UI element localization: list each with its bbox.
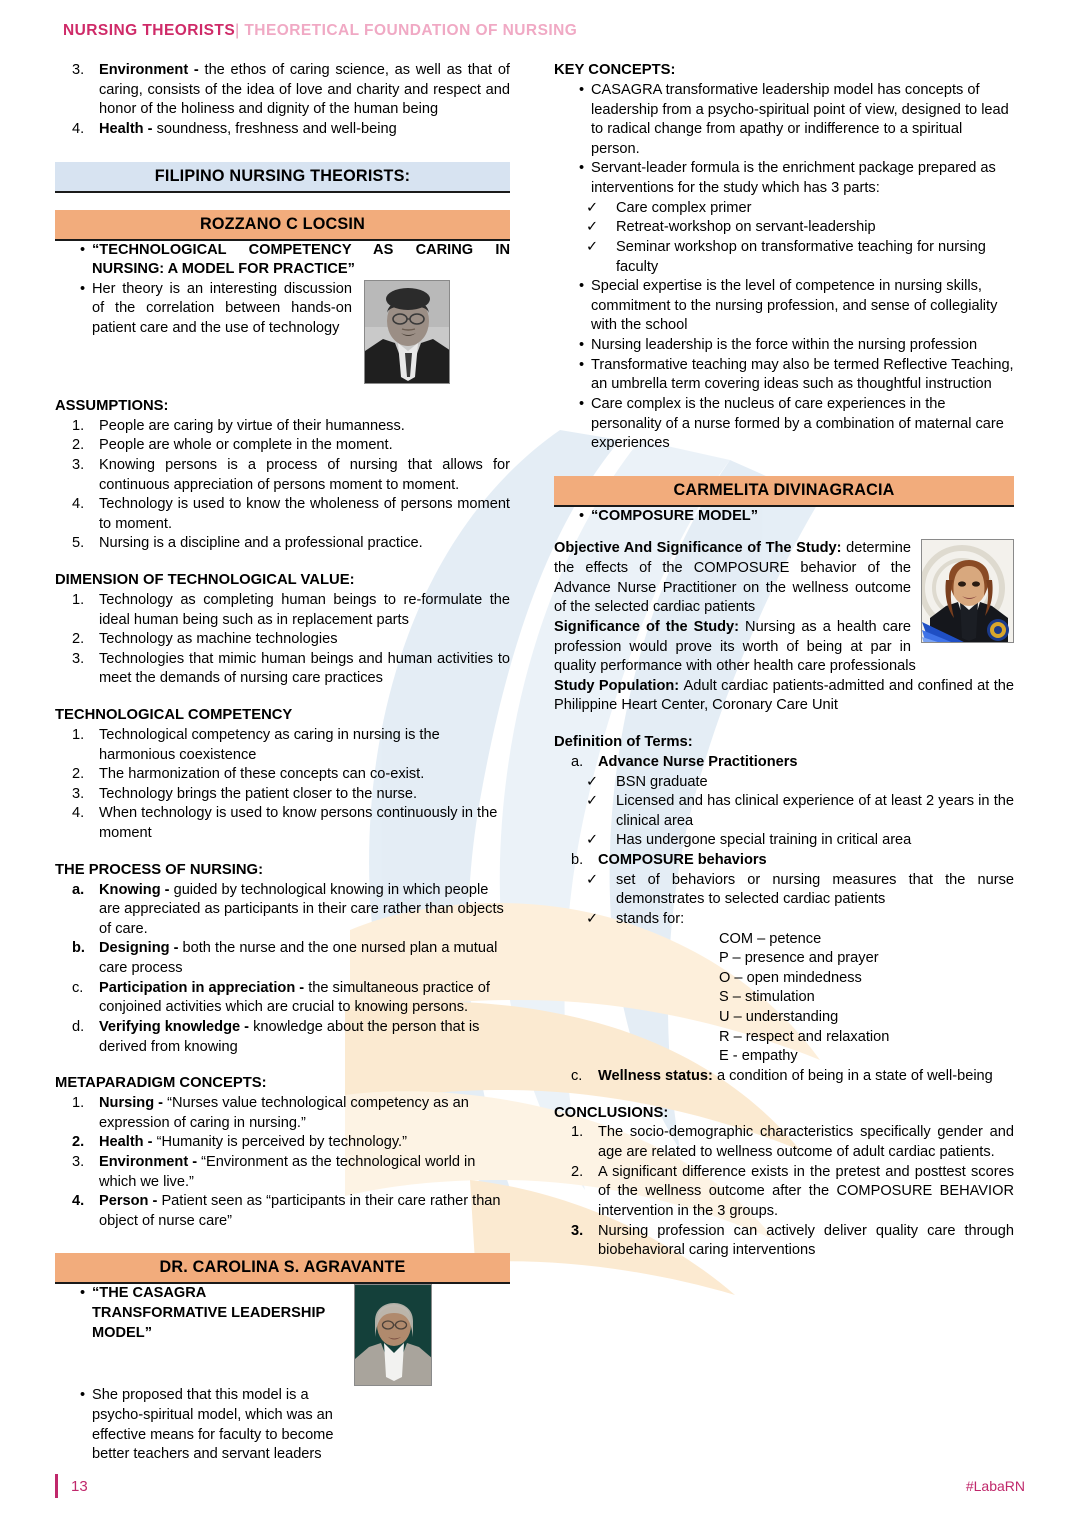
list-item — [554, 1163, 1014, 1222]
list-body: “Nurses value technological competency as an expression of caring in nursing.” — [99, 1095, 469, 1131]
list-item — [55, 1094, 510, 1133]
spacer — [55, 554, 510, 571]
metaparadigm-list — [55, 1094, 510, 1231]
list-text: “THE CASAGRA TRANSFORMATIVE LEADERSHIP MODEL” — [92, 1285, 325, 1341]
spacer — [55, 140, 510, 162]
bullet-icon: • — [579, 278, 585, 295]
list-marker: 4. — [72, 805, 85, 822]
list-item — [554, 1067, 1014, 1087]
bullet-icon: • — [579, 81, 585, 98]
locsin-bullet-list — [55, 241, 510, 384]
list-marker: 2. — [72, 631, 85, 648]
list-lead: Health - — [99, 120, 157, 137]
check-icon: ✓ — [586, 871, 599, 888]
right-column — [554, 61, 1014, 1261]
spacer — [55, 1231, 510, 1253]
header-title-strong: NURSING THEORISTS — [63, 22, 236, 39]
list-item — [55, 1386, 510, 1465]
paragraph-body: determine the effects of the COMPOSURE behavior of the Advance Nurse Practitioner on the wellness outcome of the selected cardiac patients — [554, 540, 911, 616]
key-concepts-heading: KEY CONCEPTS: — [554, 62, 676, 78]
advance-nurse-practitioners-list — [554, 773, 1014, 852]
list-item — [55, 241, 510, 280]
spacer — [554, 526, 1014, 539]
two-column-layout — [55, 61, 1025, 1465]
list-item — [55, 534, 510, 554]
list-item — [554, 753, 1014, 773]
paragraph-body: Nursing as a health care profession would prove its worth of being at par in quality performance with other health care professionals — [554, 618, 916, 675]
list-text: People are caring by virtue of their humanness. — [99, 417, 405, 434]
assumptions-list — [55, 417, 510, 554]
list-item — [554, 792, 1014, 831]
photo-rozzano-locsin — [364, 280, 450, 384]
bullet-icon: • — [579, 356, 585, 373]
spacer — [55, 689, 510, 706]
list-lead: Environment - — [99, 1153, 202, 1170]
list-text: CASAGRA transformative leadership model has concepts of leadership from a psycho-spiritual point of view, designed to lead to radical change from apathy or indifference to a spiritual person. — [591, 81, 1009, 157]
metaparadigm-heading: METAPARADIGM CONCEPTS: — [55, 1075, 267, 1092]
list-item — [554, 773, 1014, 793]
bullet-icon: • — [80, 1387, 86, 1404]
process-of-nursing-list — [55, 881, 510, 1058]
list-marker: 2. — [72, 437, 85, 454]
list-marker: 1. — [72, 417, 85, 434]
list-item — [55, 1192, 510, 1231]
list-text — [99, 120, 510, 140]
list-text — [99, 939, 510, 978]
banner-filipino-nursing-theorists: FILIPINO NURSING THEORISTS: — [55, 162, 510, 193]
list-lead: Designing - — [99, 940, 183, 957]
list-item — [55, 280, 510, 384]
list-text: stands for: — [616, 910, 685, 927]
list-body: guided by technological knowing in which people are appreciated as participants in their care rather than objects of care. — [99, 881, 504, 937]
dimension-list — [55, 591, 510, 689]
acronym-line: COM – petence — [719, 930, 822, 947]
dimension-heading: DIMENSION OF TECHNOLOGICAL VALUE: — [55, 572, 355, 589]
page-number: 13 — [71, 1477, 88, 1495]
spacer — [55, 1057, 510, 1074]
assumptions-heading: ASSUMPTIONS: — [55, 397, 169, 414]
list-marker: 4. — [72, 1193, 85, 1210]
list-item — [55, 1153, 510, 1192]
definition-of-terms-list — [554, 753, 1014, 773]
divinagracia-paragraphs — [554, 539, 1014, 716]
list-item — [55, 726, 510, 765]
list-marker: 3. — [72, 785, 85, 802]
acronym-line: R – respect and relaxation — [719, 1028, 890, 1045]
check-icon: ✓ — [586, 832, 599, 849]
list-text: COMPOSURE behaviors — [598, 852, 767, 869]
acronym-line: S – stimulation — [719, 989, 815, 1006]
page-number-bar — [55, 1474, 58, 1498]
list-text: Her theory is an interesting discussion of the correlation between hands-on patient care and the use of technology — [92, 280, 352, 336]
check-icon: ✓ — [586, 199, 599, 216]
paragraph-body: Adult cardiac patients-admitted and confined at the Philippine Heart Center, Coronary Care Unit — [554, 677, 1014, 714]
list-text: Technology as completing human beings to re-formulate the ideal human being such as in replacement parts — [99, 591, 510, 628]
header-title-light: THEORETICAL FOUNDATION OF NURSING — [244, 22, 578, 39]
list-marker: 1. — [72, 1095, 85, 1112]
running-header — [55, 22, 1025, 40]
composure-model-list — [554, 507, 1014, 527]
brand-hashtag: #LabaRN — [965, 1478, 1025, 1494]
list-marker: 3. — [72, 62, 85, 78]
list-body: the simultaneous practice of conjoined activities which are crucial to knowing persons. — [99, 979, 490, 1016]
list-item — [55, 436, 510, 456]
list-item — [554, 851, 1014, 871]
list-marker: 3. — [72, 1153, 85, 1170]
wellness-status-group — [554, 1067, 1014, 1087]
list-text: Nursing leadership is the force within the nursing profession — [591, 337, 978, 354]
paragraph-lead: Objective And Significance of The Study: — [554, 540, 847, 557]
list-item — [55, 804, 510, 843]
list-item — [55, 939, 510, 978]
list-text: When technology is used to know persons continuously in the moment — [99, 805, 498, 842]
list-text — [99, 1094, 510, 1133]
bullet-icon: • — [579, 395, 585, 412]
list-lead: Health - — [99, 1134, 157, 1151]
list-body: Patient seen as “participants in their care rather than object of nurse care” — [99, 1193, 501, 1229]
list-body: a condition of being in a state of well-being — [716, 1067, 993, 1084]
list-text: Servant-leader formula is the enrichment package prepared as interventions for the study which has 3 parts: — [591, 160, 996, 197]
list-item — [554, 218, 1014, 238]
list-marker: 3. — [571, 1222, 584, 1239]
list-lead: Knowing - — [99, 881, 174, 898]
composure-behaviors-group — [554, 851, 1014, 871]
list-marker: 2. — [72, 766, 85, 783]
list-text: Technological competency as caring in nursing is the harmonious coexistence — [99, 726, 440, 763]
spacer — [55, 193, 510, 210]
photo-carmelita-divinagracia — [921, 539, 1014, 643]
left-column — [55, 61, 510, 1465]
list-marker: c. — [571, 1067, 583, 1084]
list-marker: 4. — [72, 496, 85, 513]
list-body: both the nurse and the one nursed plan a mutual care process — [99, 940, 498, 977]
process-of-nursing-heading: THE PROCESS OF NURSING: — [55, 861, 263, 878]
bullet-icon: • — [579, 507, 585, 524]
acronym-line: P – presence and prayer — [719, 950, 879, 967]
spacer — [55, 844, 510, 861]
list-lead: Person - — [99, 1193, 162, 1210]
check-icon: ✓ — [586, 773, 599, 790]
list-item — [55, 1284, 510, 1386]
list-text: Advance Nurse Practitioners — [598, 753, 798, 770]
list-item — [554, 356, 1014, 395]
list-item — [55, 881, 510, 940]
check-icon: ✓ — [586, 238, 599, 255]
header-separator: | — [235, 22, 240, 39]
list-item — [554, 910, 1014, 930]
list-marker: b. — [571, 852, 584, 869]
list-marker: 1. — [72, 591, 85, 608]
spacer — [554, 454, 1014, 476]
list-marker: c. — [72, 979, 84, 996]
list-text: Knowing persons is a process of nursing that allows for continuous appreciation of persons moment to moment. — [99, 456, 510, 493]
banner-carmelita-divinagracia: CARMELITA DIVINAGRACIA — [554, 476, 1014, 507]
list-text: Care complex primer — [616, 199, 752, 216]
paragraph-lead: Significance of the Study: — [554, 618, 746, 635]
conclusions-heading: CONCLUSIONS: — [554, 1104, 669, 1121]
list-lead: Wellness status: — [598, 1067, 717, 1084]
list-item — [554, 395, 1014, 454]
list-text: set of behaviors or nursing measures that the nurse demonstrates to selected cardiac patients — [616, 871, 1014, 908]
list-text — [99, 1192, 510, 1231]
list-text: A significant difference exists in the pretest and posttest scores of the wellness outcome after the COMPOSURE BEHAVIOR intervention in the 3 groups. — [598, 1163, 1014, 1219]
list-text — [99, 61, 510, 120]
list-marker: 3. — [72, 650, 85, 667]
list-marker: 2. — [571, 1163, 584, 1180]
list-marker: b. — [72, 940, 85, 957]
list-item — [554, 81, 1014, 160]
bullet-icon: • — [80, 241, 86, 258]
list-text: BSN graduate — [616, 773, 708, 790]
agravante-bullet-list — [55, 1284, 510, 1465]
list-item — [55, 765, 510, 785]
page-footer — [55, 1474, 1025, 1498]
list-text: Has undergone special training in critical area — [616, 832, 912, 849]
list-item — [554, 238, 1014, 277]
list-item — [55, 1018, 510, 1057]
list-item — [554, 336, 1014, 356]
list-marker: 1. — [72, 726, 85, 743]
list-item — [554, 1123, 1014, 1162]
list-item — [55, 785, 510, 805]
list-text: Nursing profession can actively deliver quality care through biobehavioral caring interventions — [598, 1222, 1014, 1259]
list-text: The harmonization of these concepts can co-exist. — [99, 766, 425, 783]
list-item — [55, 495, 510, 534]
list-item — [55, 61, 510, 120]
bullet-icon: • — [80, 1285, 86, 1302]
composure-acronym-block — [554, 930, 1014, 1067]
list-item — [55, 979, 510, 1018]
list-item — [55, 591, 510, 630]
list-item — [55, 650, 510, 689]
list-item — [55, 120, 510, 140]
list-text: Care complex is the nucleus of care experiences in the personality of a nurse formed by a combination of maternal care experiences — [591, 395, 1004, 452]
list-item — [55, 456, 510, 495]
list-marker: 3. — [72, 456, 85, 473]
list-text: “TECHNOLOGICAL COMPETENCY AS CARING IN NURSING: A MODEL FOR PRACTICE” — [92, 241, 510, 278]
list-item — [554, 159, 1014, 198]
list-text: Technology is used to know the wholeness of persons moment to moment. — [99, 496, 510, 532]
list-text: Seminar workshop on transformative teaching for nursing faculty — [616, 238, 986, 275]
list-text: Special expertise is the level of competence in nursing skills, commitment to the nursing profession, and sense of collegiality with the school — [591, 278, 998, 334]
list-text: Transformative teaching may also be termed Reflective Teaching, an umbrella term covering ideas such as thoughtful instruction — [591, 356, 1014, 393]
list-text — [99, 881, 510, 940]
list-body: knowledge about the person that is derived from knowing — [99, 1018, 480, 1055]
competency-list — [55, 726, 510, 844]
banner-rozzano-locsin: ROZZANO C LOCSIN — [55, 210, 510, 241]
spacer — [554, 1087, 1014, 1104]
list-text: The socio-demographic characteristics specifically gender and age are related to wellness outcome of adult cardiac patients. — [598, 1124, 1014, 1161]
list-item — [554, 199, 1014, 219]
bullet-icon: • — [579, 337, 585, 354]
conclusions-list — [554, 1123, 1014, 1260]
list-text: Retreat-workshop on servant-leadership — [616, 219, 876, 236]
bullet-icon: • — [579, 160, 585, 177]
list-marker: a. — [72, 881, 85, 898]
carryover-list — [55, 61, 510, 140]
list-item — [55, 417, 510, 437]
list-item — [554, 507, 1014, 527]
check-icon: ✓ — [586, 910, 599, 927]
paragraph-study-population — [554, 677, 1014, 716]
acronym-line: E - empathy — [719, 1048, 798, 1065]
list-marker: 1. — [571, 1124, 584, 1141]
list-text: Technology brings the patient closer to the nurse. — [99, 785, 418, 802]
list-body: soundness, freshness and well-being — [156, 120, 397, 137]
photo-carolina-agravante — [354, 1284, 432, 1386]
list-item — [554, 277, 1014, 336]
list-item — [554, 831, 1014, 851]
definition-of-terms-heading: Definition of Terms: — [554, 734, 693, 751]
key-concepts-continued-list — [554, 277, 1014, 454]
key-concepts-list — [554, 81, 1014, 199]
list-lead: Environment - — [99, 62, 205, 78]
bullet-icon: • — [80, 280, 86, 297]
list-text: Technologies that mimic human beings and human activities to meet the demands of nursing care practices — [99, 650, 510, 687]
list-lead: Participation in appreciation - — [99, 979, 309, 996]
list-text — [99, 1153, 510, 1192]
list-item — [554, 871, 1014, 910]
list-text: She proposed that this model is a psycho-spiritual model, which was an effective means for faculty to become better teachers and servant leaders — [92, 1387, 334, 1463]
list-item — [55, 1133, 510, 1153]
list-text: Nursing is a discipline and a professional practice. — [99, 535, 423, 552]
list-item — [554, 1222, 1014, 1261]
list-item — [55, 630, 510, 650]
banner-carolina-agravante: DR. CAROLINA S. AGRAVANTE — [55, 1253, 510, 1284]
list-marker: a. — [571, 753, 584, 770]
list-lead: Nursing - — [99, 1095, 168, 1112]
acronym-line: U – understanding — [719, 1009, 839, 1026]
list-body: “Environment as the technological world in which we live.” — [99, 1153, 476, 1190]
list-text: “COMPOSURE MODEL” — [591, 507, 759, 524]
list-marker: 2. — [72, 1134, 85, 1151]
spacer — [55, 384, 510, 397]
list-text — [99, 1133, 510, 1153]
paragraph-lead: Study Population: — [554, 677, 684, 694]
list-body: the ethos of caring science, as well as that of caring, consists of the idea of love and charity and respect and honor of the holiness and dignity of the human being — [99, 62, 510, 118]
list-marker: d. — [72, 1018, 85, 1035]
list-text: Licensed and has clinical experience of at least 2 years in the clinical area — [616, 793, 1014, 829]
competency-heading: TECHNOLOGICAL COMPETENCY — [55, 707, 293, 724]
composure-behaviors-list — [554, 871, 1014, 930]
list-text: Technology as machine technologies — [99, 631, 338, 648]
list-marker: 4. — [72, 120, 85, 137]
servant-leader-parts-list — [554, 199, 1014, 278]
acronym-line: O – open mindedness — [719, 969, 862, 986]
list-marker: 5. — [72, 535, 85, 552]
list-body: “Humanity is perceived by technology.” — [156, 1134, 407, 1151]
list-text — [99, 979, 510, 1018]
check-icon: ✓ — [586, 793, 599, 810]
list-text — [99, 1018, 510, 1057]
list-text: People are whole or complete in the moment. — [99, 437, 393, 454]
list-lead: Verifying knowledge - — [99, 1018, 254, 1035]
list-text — [598, 1067, 1014, 1087]
check-icon: ✓ — [586, 219, 599, 236]
spacer — [554, 716, 1014, 733]
